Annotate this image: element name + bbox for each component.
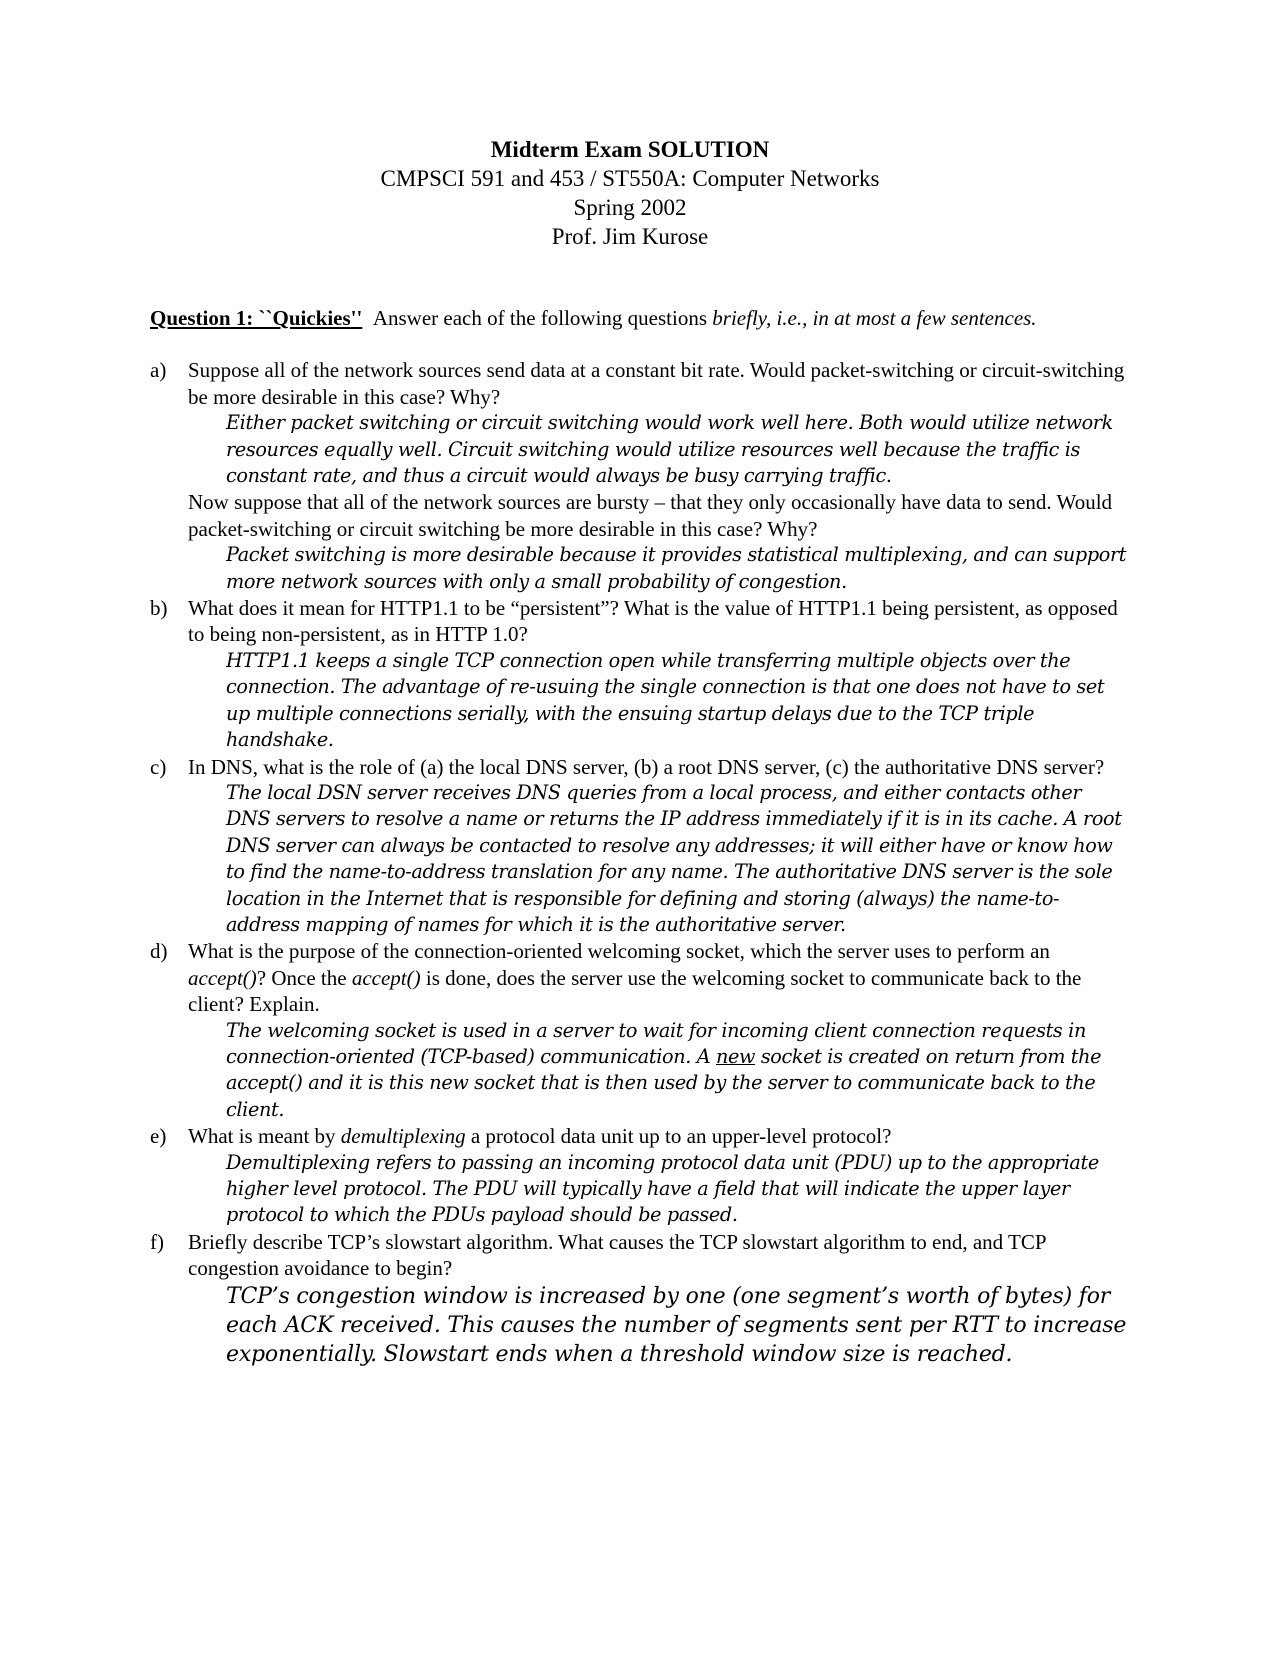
item-label: c) — [150, 754, 167, 779]
answer-text-part: The welcoming socket is used in a server to wait for incoming client connection requests in connection-oriented (TCP-based) communication. A — [226, 1018, 1086, 1068]
question-text: Suppose all of the network sources send data at a constant bit rate. Would packet-switching or circuit-switching be more desirable in this case? Why? — [188, 358, 1125, 409]
answer-text: HTTP1.1 keeps a single TCP connection open while transferring multiple objects over the connection. The advantage of re-usuing the single connection is that one does not have to set up multiple connections serially, with the ensuing startup delays due to the TCP triple handshake. — [226, 648, 1105, 752]
question-1-instructions: Answer each of the following questions — [372, 306, 708, 330]
item-label: b) — [150, 596, 168, 621]
answer-text: The local DSN server receives DNS queries from a local process, and either contacts other DNS servers to resolve a name or returns the IP address immediately if it is in its cache. A root DNS server can always be contacted to resolve any addresses; it will either have or know how to find the name-to-address translation for any name. The authoritative DNS server is the sole location in the Internet that is responsible for defining and storing (always) the name-to-address mapping of names for which it is the authoritative server. — [226, 780, 1122, 936]
item-label: f) — [150, 1229, 164, 1254]
question-text — [188, 1123, 1130, 1149]
course-name: CMPSCI 591 and 453 / ST550A: Computer Networks — [380, 166, 880, 191]
question-text-part: ? Once the — [256, 965, 347, 990]
answer-text — [226, 1018, 1130, 1124]
item-b — [150, 595, 1130, 753]
item-label: d) — [150, 939, 168, 964]
code-term: accept() — [188, 965, 257, 990]
question-text-part: What is meant by — [188, 1124, 336, 1149]
question-text-part: What is the purpose of the connection-oriented welcoming socket, which the server uses to perform an — [188, 939, 1050, 964]
item-d — [150, 938, 1130, 1123]
answer-text-part: socket is created on return from the accept() and it is this new socket that is then used by the server to communicate back to the client. — [226, 1044, 1102, 1121]
code-term: accept() — [351, 965, 421, 990]
underlined-term: new — [715, 1044, 756, 1068]
exam-body — [150, 305, 1130, 1369]
item-label: e) — [150, 1124, 167, 1149]
question-1-instructions-italic: briefly, i.e., in at most a few sentences. — [712, 306, 1037, 330]
question-text — [188, 938, 1130, 1017]
answer-text: Packet switching is more desirable because it provides statistical multiplexing, and can support more network sources with only a small probability of congestion. — [226, 543, 1127, 593]
exam-title: Midterm Exam SOLUTION — [490, 137, 770, 162]
term: Spring 2002 — [573, 195, 687, 220]
professor: Prof. Jim Kurose — [551, 224, 709, 249]
question-text: What does it mean for HTTP1.1 to be “persistent”? What is the value of HTTP1.1 being persistent, as opposed to being non-persistent, as in HTTP 1.0? — [188, 596, 1118, 647]
question-text: Briefly describe TCP’s slowstart algorithm. What causes the TCP slowstart algorithm to end, and TCP congestion avoidance to begin? — [188, 1229, 1046, 1281]
question-text: Now suppose that all of the network sources are bursty – that they only occasionally have data to send. Would packet-switching or circuit switching be more desirable in this case? Why? — [188, 490, 1113, 541]
item-e — [150, 1123, 1130, 1229]
item-f — [150, 1229, 1130, 1369]
question-text: In DNS, what is the role of (a) the local DNS server, (b) a root DNS server, (c) the authoritative DNS server? — [188, 754, 1105, 779]
answer-text: Demultiplexing refers to passing an incoming protocol data unit (PDU) up to the appropriate higher level protocol. The PDU will typically have a field that will indicate the upper layer protocol to which the PDUs payload should be passed. — [226, 1150, 1099, 1227]
question-1-label: Question 1: ``Quickies'' — [150, 306, 363, 330]
answer-text: Either packet switching or circuit switching would work well here. Both would utilize network resources equally well. Circuit switching would utilize resources well because the traffic is constant rate, and thus a circuit would always be busy carrying traffic. — [226, 411, 1113, 488]
item-c — [150, 754, 1130, 939]
answer-text: TCP’s congestion window is increased by one (one segment’s worth of bytes) for each ACK received. This causes the number of segments sent per RTT to increase exponentially. Slowstart ends when a threshold window size is reached. — [226, 1283, 1127, 1367]
item-label: a) — [150, 358, 167, 383]
question-1-intro — [150, 305, 1130, 331]
question-text-part: is done, does the server use the welcoming socket to communicate back to the client? Explain. — [188, 965, 1082, 1017]
exam-header — [0, 135, 1260, 251]
question-text-part: a protocol data unit up to an upper-level protocol? — [470, 1124, 892, 1149]
italic-term: demultiplexing — [340, 1124, 466, 1149]
item-a — [150, 357, 1130, 595]
